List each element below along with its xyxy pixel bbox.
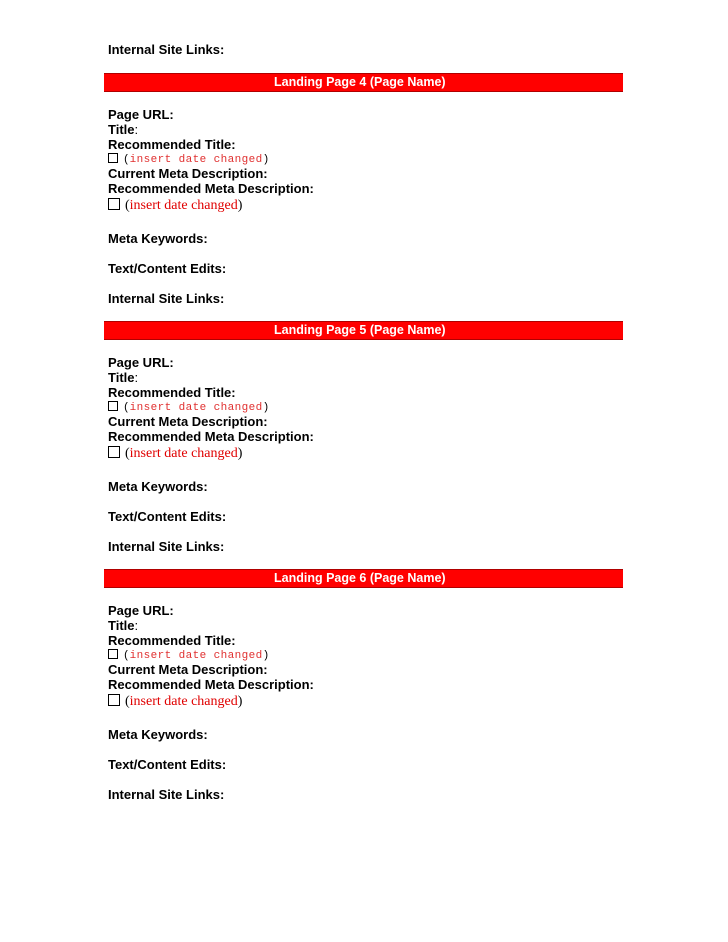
section-banner-title: Landing Page 4 (Page Name) xyxy=(274,75,446,89)
title-label: Title: xyxy=(108,618,139,633)
title-label: Title: xyxy=(108,370,139,385)
text-content-edits-label: Text/Content Edits: xyxy=(108,261,227,276)
checkbox-icon[interactable] xyxy=(108,153,118,163)
current-meta-description-label: Current Meta Description: xyxy=(108,414,268,429)
page-url-label: Page URL: xyxy=(108,107,174,122)
section-banner xyxy=(104,73,623,92)
checkbox-icon[interactable] xyxy=(108,446,120,458)
section-banner-title: Landing Page 6 (Page Name) xyxy=(274,571,446,585)
checkbox-icon[interactable] xyxy=(108,694,120,706)
recommended-meta-description-label: Recommended Meta Description: xyxy=(108,677,314,692)
date-changed-checkbox-row: (insert date changed) xyxy=(108,694,242,710)
current-meta-description-label: Current Meta Description: xyxy=(108,166,268,181)
title-label: Title: xyxy=(108,122,139,137)
date-changed-checkbox-row: (insert date changed) xyxy=(108,649,269,663)
recommended-title-label: Recommended Title: xyxy=(108,633,236,648)
meta-keywords-label: Meta Keywords: xyxy=(108,479,208,494)
text-content-edits-label: Text/Content Edits: xyxy=(108,757,227,772)
internal-site-links-label: Internal Site Links: xyxy=(108,787,225,802)
internal-site-links-label: Internal Site Links: xyxy=(108,539,225,554)
recommended-title-label: Recommended Title: xyxy=(108,385,236,400)
recommended-meta-description-label: Recommended Meta Description: xyxy=(108,181,314,196)
date-changed-checkbox-row: (insert date changed) xyxy=(108,401,269,415)
meta-keywords-label: Meta Keywords: xyxy=(108,231,208,246)
meta-keywords-label: Meta Keywords: xyxy=(108,727,208,742)
date-changed-checkbox-row: (insert date changed) xyxy=(108,198,242,214)
text-content-edits-label: Text/Content Edits: xyxy=(108,509,227,524)
recommended-title-label: Recommended Title: xyxy=(108,137,236,152)
internal-site-links-label: Internal Site Links: xyxy=(108,42,225,57)
page-url-label: Page URL: xyxy=(108,603,174,618)
checkbox-icon[interactable] xyxy=(108,401,118,411)
checkbox-icon[interactable] xyxy=(108,198,120,210)
recommended-meta-description-label: Recommended Meta Description: xyxy=(108,429,314,444)
internal-site-links-label: Internal Site Links: xyxy=(108,291,225,306)
section-banner xyxy=(104,569,623,588)
current-meta-description-label: Current Meta Description: xyxy=(108,662,268,677)
section-banner-title: Landing Page 5 (Page Name) xyxy=(274,323,446,337)
section-banner xyxy=(104,321,623,340)
date-changed-checkbox-row: (insert date changed) xyxy=(108,446,242,462)
checkbox-icon[interactable] xyxy=(108,649,118,659)
date-changed-checkbox-row: (insert date changed) xyxy=(108,153,269,167)
page-url-label: Page URL: xyxy=(108,355,174,370)
